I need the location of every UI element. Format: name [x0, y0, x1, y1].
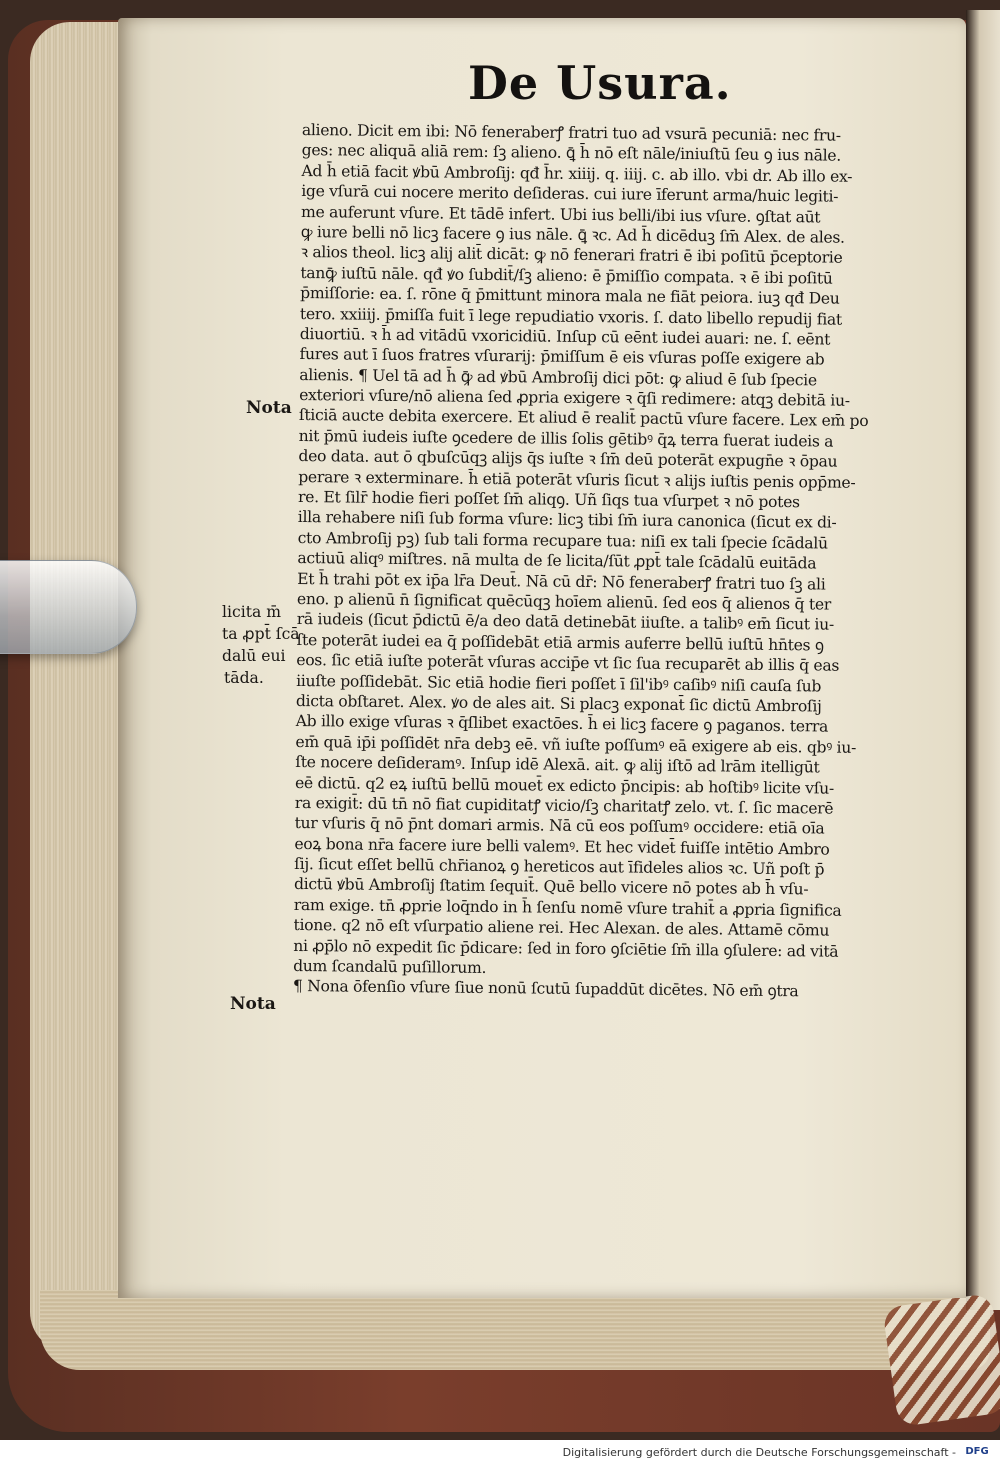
text-line: tione. q2 nō eſt vſurpatio aliene rei. Hec Alexan. de ales. Attamē cōmu [293, 916, 830, 940]
main-text-block [293, 120, 934, 1003]
text-line: eno. p alienū n̄ ſignificat quēcūqꝫ hoīem alienū. ſed eos q̄ alienos q̄ ter [296, 589, 832, 614]
text-line: illa rehabere niſi ſub forma vſure: licꝫ tibi ſm̄ iura canonica (ſicut ex di- [297, 508, 837, 533]
text-line: rā iudeis (ſicut p̄dictū ē/a deo datā detinebāt iiuſte. a talibꝰ em̄ ſicut iu- [296, 610, 834, 634]
text-line: ra exigit̄: dū tn̄ nō fiat cupiditatꝭ vicio/ſꝫ charitatꝭ zelo. vt. ſ. ſic macerē [294, 793, 834, 818]
text-line: eoꝝ bona nr̄a facere iure belli valemꝰ. Et hec videt̄ fuiſſe intētio Ambro [294, 834, 830, 859]
text-line: nit p̄mū iudeis iuſte ꝯcedere de illis ſolis gētibꝰ q̄ꝝ terra fuerat iudeis a [298, 426, 834, 451]
text-line: perare ꝛ exterminare. h̄ etiā poterāt vſuris ſicut ꝛ alijs iuſtis penis opp̄me- [298, 467, 856, 492]
page-heading: De Usura. [468, 56, 732, 110]
text-line: tanꝙ̄ iuſtū nāle. qđ ꝟo ſubdit̄/ſꝫ alieno: ē p̄miſſio compata. ꝛ ē ibi poſitū [300, 263, 833, 288]
text-line: alienis. ¶ Uel tā ad h̄ ꝙ̄ ad ꝟbū Ambroſij dici pōt: ꝙ aliud ē ſub ſpecie [299, 365, 817, 390]
bookmark-ribbon [882, 1293, 1000, 1427]
margin-note-licita-2: ta ꝓpt̄ ſcā [222, 625, 300, 643]
text-line: ¶ Nona ōfenſio vſure ſiue nonū ſcutū ſupaddūt dicētes. Nō em̄ ꝯtra [292, 977, 799, 1001]
funding-credit: Digitalisierung gefördert durch die Deutsche Forschungsgemeinschaft - [562, 1446, 956, 1459]
text-line: dictū ꝟbū Ambroſij ſtatim ſequit̄. Quē bello vicere nō potes ab h̄ vſu- [293, 875, 809, 899]
text-line: ꝙ iure belli nō licꝫ facere ꝯ ius nāle. ꝗ̄ ꝛc. Ad h̄ dicēduꝫ ſm̄ Alex. de ales. [300, 222, 845, 247]
text-line: ſte poterāt iudei ea q̄ poſſidebāt etiā armis auferre bellū iuſtū hn̄tes ꝯ [296, 630, 824, 655]
text-line: ige vſurā cui nocere merito deſideras. cui iure īferunt arma/huic legiti- [301, 182, 839, 206]
text-line: ſij. ſicut eſſet bellū chr̄ianoꝝ ꝯ hereticos aut īfideles alios ꝛc. Uñ poſt p̄ [294, 855, 825, 879]
text-line: em̄ quā ip̄i poſſidēt nr̄a debꝫ eē. vñ iuſte poſſumꝰ eā exigere ab eis. qbꝰ iu- [295, 732, 857, 757]
text-line: dicta obſtaret. Alex. ꝟo de ales ait. Si placꝫ exponat̄ ſic dictū Ambroſij [295, 691, 822, 716]
glass-page-weight [0, 560, 137, 654]
margin-note-licita-1: licita m̄ [222, 603, 282, 621]
margin-note-nota-2: Nota [230, 994, 276, 1014]
text-line: ges: nec aliquā aliā rem: ſꝫ alieno. ꝗ̄ h̄ nō eſt nāle/iniuſtū ſeu ꝯ ius nāle. [301, 141, 842, 166]
text-line: dum ſcandalū puſillorum. [293, 956, 487, 977]
text-line: ni ꝓp̄lo nō expedit ſic p̄dicare: ſed in foro ꝯſciētie ſm̄ illa ꝯſulere: ad vitā [293, 936, 839, 961]
text-line: cto Ambroſij pꝫ) ſub tali forma recupare tua: niſi ex tali ſpecie ſcādalū [297, 528, 828, 553]
text-line: ſticiā aucte debita exercere. Et aliud ē realit̄ pactū vſure facere. Lex em̄ po [298, 406, 869, 431]
text-line: tur vſuris q̄ nō p̄nt domari armis. Nā cū eos poſſumꝰ occidere: etiā oīa [294, 814, 825, 838]
text-line: p̄miſſorie: ea. ſ. rōne q̄ p̄mittunt minora mala ne fiāt peiora. iuꝫ qđ Deu [300, 284, 840, 308]
text-line: ꝛ alios theol. licꝫ alij alit̄ dicāt: ꝙ nō fenerari fratri ē ibi poſitū p̄ceptorie [300, 243, 843, 268]
facing-page-edge [966, 10, 1000, 1310]
text-line: alieno. Dicit em ibi: Nō feneraberꝭ fratri tuo ad vsurā pecuniā: nec fru- [301, 120, 841, 145]
dfg-logo: DFG [965, 1446, 989, 1457]
text-line: Ad h̄ etiā facit ꝟbū Ambroſij: qđ h̄r. xiiij. q. iiij. c. ab illo. vbi dr. Ab illo ex- [301, 161, 853, 186]
text-line: eos. ſic etiā iuſte poterāt vſuras accip̄e vt ſic ſua recuparēt ab illis q̄ eas [296, 651, 840, 675]
text-line: exteriori vſure/nō aliena ſed ꝓpria exigere ꝛ q̄ſi redimere: atqꝫ debitā iu- [299, 386, 850, 410]
text-line: tero. xxiiij. p̄miſſa fuit ī lege repudiatio vxoris. ſ. dato libello repudij fiat [299, 304, 843, 329]
text-line: Et h̄ trahi pōt ex ip̄a lr̄a Deut̄. Nā cū dr̄: Nō feneraberꝭ fratri tuo ſꝫ ali [297, 569, 826, 594]
margin-note-licita-3: dalū eui [222, 647, 286, 665]
margin-note-licita-4: tāda. [224, 669, 264, 687]
text-line: me auferunt vſure. Et tādē infert. Ubi ius belli/ibi ius vſure. ꝯſtat aūt [300, 202, 821, 226]
footer-bar [0, 1440, 1000, 1466]
text-line: diuortiū. ꝛ h̄ ad vitādū vxoricidiū. Inſup cū eēnt iudei auari: ne. ſ. eēnt [299, 324, 831, 349]
text-line: actiuū aliqꝰ miſtres. nā multa de ſe licita/ſūt ꝓpt̄ tale ſcādalū euitāda [297, 549, 817, 573]
text-line: ſte nocere deſideramꝰ. Inſup idē Alexā. ait. ꝙ alij iſtō ad lrām itelligūt [295, 753, 820, 777]
text-line: Ab illo exige vſuras ꝛ q̄ſlibet exactōes. h̄ ei licꝫ facere ꝯ paganos. terra [295, 712, 829, 736]
page-bottom-edge [40, 1290, 990, 1370]
text-line: re. Et ſilr̄ hodie fieri poſſet ſm̄ aliqꝯ. Uñ ſiqs tua vſurpet ꝛ nō potes [297, 488, 800, 512]
text-line: ram exige. tn̄ ꝓprie loq̄ndo in h̄ ſenſu nomē vſure trahit̄ a ꝓpria ſignifica [293, 895, 842, 920]
text-line: deo data. aut ō qbuſcūqꝫ alijs q̄s iuſte ꝛ ſm̄ deū poterāt expugn̄e ꝛ ōpau [298, 447, 838, 471]
text-line: iiuſte poſſidebāt. Sic etiā hodie fieri poſſet ī ſil'ibꝰ caſibꝰ niſi cauſa ſub [296, 671, 822, 696]
text-line: fures aut ī ſuos fratres vſurarij: p̄miſſum ē eis vſuras poſſe exigere ab [299, 345, 825, 369]
margin-note-nota-1: Nota [246, 398, 292, 418]
text-line: eē dictū. q2 eꝝ iuſtū bellū mouet̄ ex edicto p̄ncipis: ab hoſtibꝰ licite vſu- [294, 773, 835, 798]
